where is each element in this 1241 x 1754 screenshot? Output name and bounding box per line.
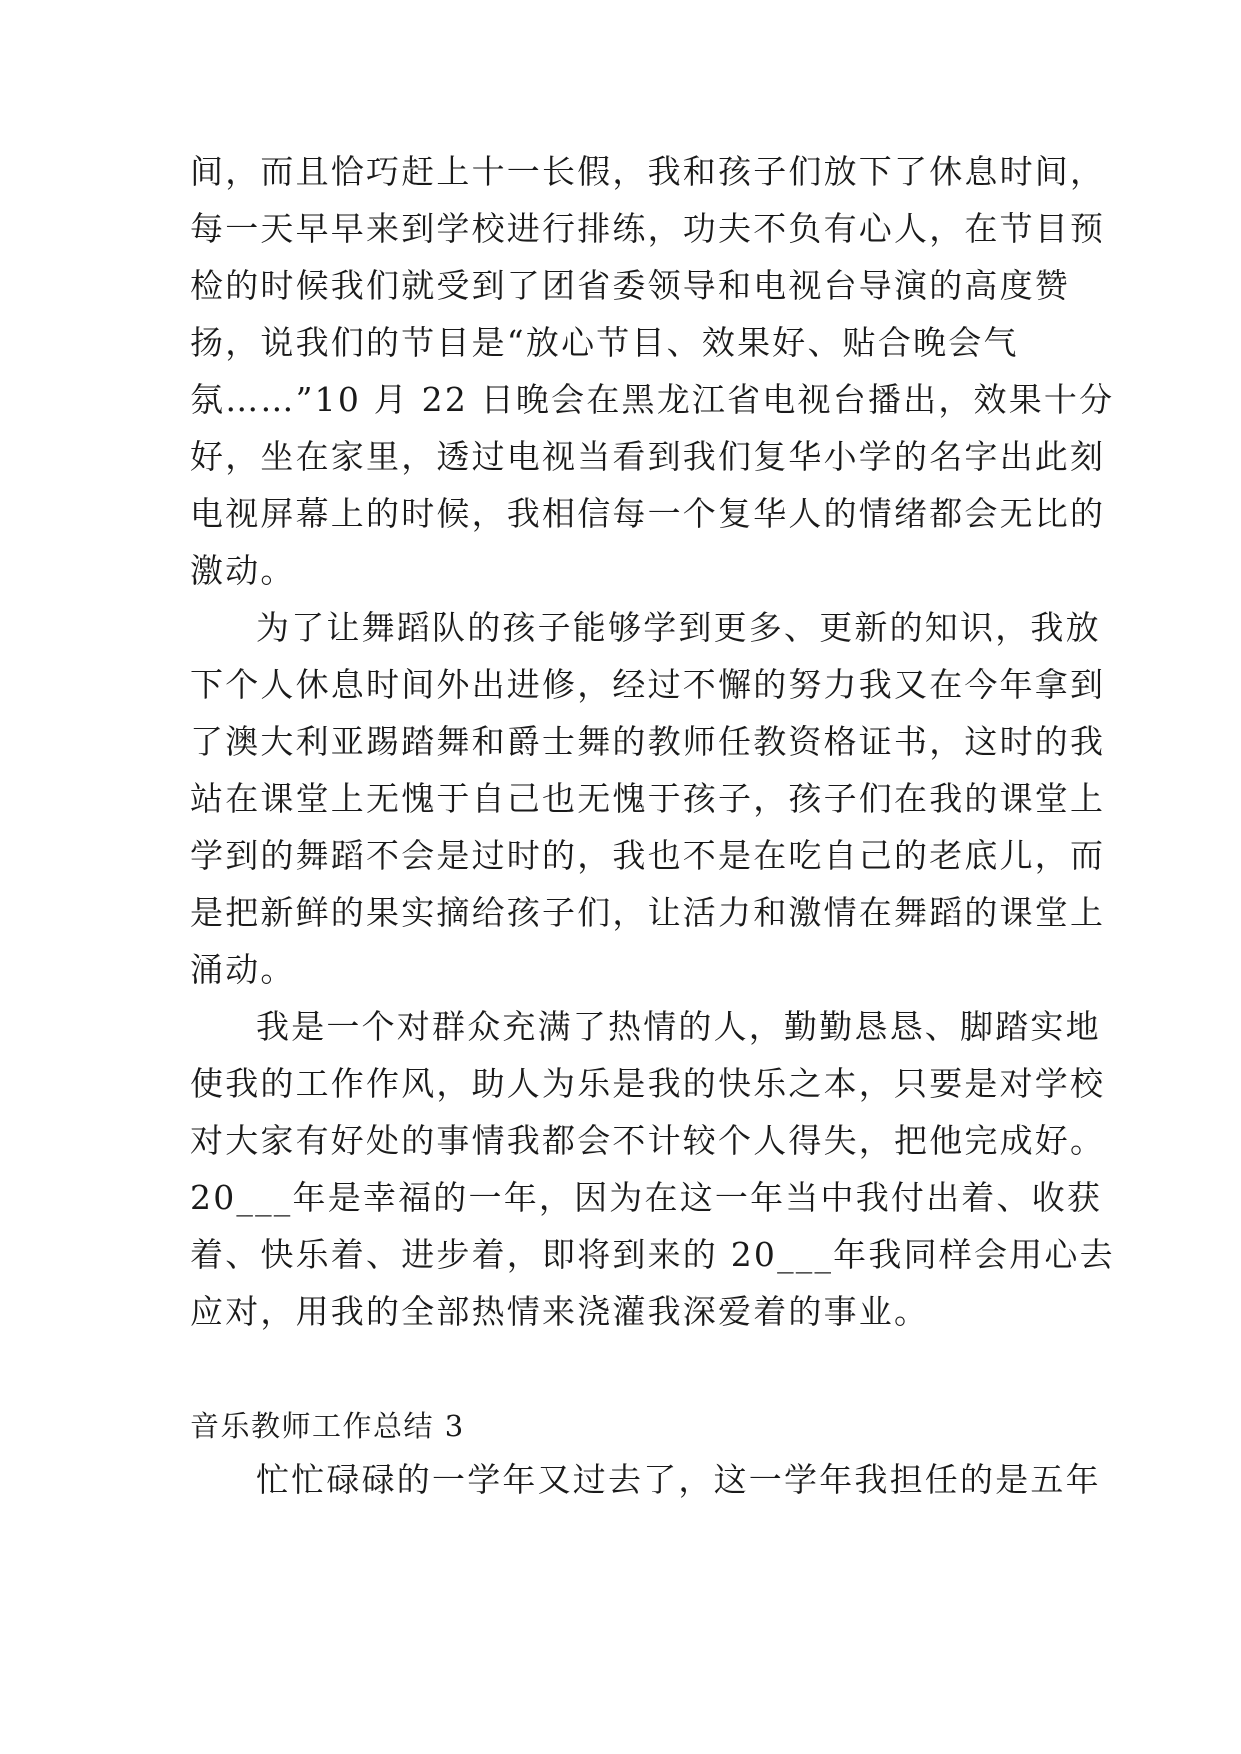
text-line: 忙忙碌碌的一学年又过去了，这一学年我担任的是五年 <box>256 1460 1101 1499</box>
text-line: 涌动。 <box>190 950 296 989</box>
text-line: 激动。 <box>190 551 296 590</box>
text-line: 着、快乐着、进步着，即将到来的 20___年我同样会用心去 <box>190 1235 1115 1274</box>
text-line: 对大家有好处的事情我都会不计较个人得失，把他完成好。 <box>190 1121 1106 1160</box>
text-line: 是把新鲜的果实摘给孩子们，让活力和激情在舞蹈的课堂上 <box>190 893 1106 932</box>
text-line: 电视屏幕上的时候，我相信每一个复华人的情绪都会无比的 <box>190 494 1106 533</box>
text-line: 下个人休息时间外出进修，经过不懈的努力我又在今年拿到 <box>190 665 1106 704</box>
text-line: 检的时候我们就受到了团省委领导和电视台导演的高度赞 <box>190 266 1070 305</box>
section-heading: 音乐教师工作总结 3 <box>190 1409 465 1443</box>
text-line: 氛……”10 月 22 日晚会在黑龙江省电视台播出，效果十分 <box>190 380 1115 419</box>
text-line: 好，坐在家里，透过电视当看到我们复华小学的名字出此刻 <box>190 437 1106 476</box>
text-line: 使我的工作作风，助人为乐是我的快乐之本，只要是对学校 <box>190 1064 1106 1103</box>
text-line: 了澳大利亚踢踏舞和爵士舞的教师任教资格证书，这时的我 <box>190 722 1106 761</box>
text-line: 扬，说我们的节目是“放心节目、效果好、贴合晚会气 <box>190 323 1019 362</box>
text-line: 学到的舞蹈不会是过时的，我也不是在吃自己的老底儿，而 <box>190 836 1106 875</box>
text-line: 间，而且恰巧赶上十一长假，我和孩子们放下了休息时间， <box>190 152 1106 191</box>
text-line: 站在课堂上无愧于自己也无愧于孩子，孩子们在我的课堂上 <box>190 779 1106 818</box>
text-line: 每一天早早来到学校进行排练，功夫不负有心人，在节目预 <box>190 209 1106 248</box>
text-line: 为了让舞蹈队的孩子能够学到更多、更新的知识，我放 <box>256 608 1101 647</box>
text-line: 20___年是幸福的一年，因为在这一年当中我付出着、收获 <box>190 1178 1103 1217</box>
text-line: 应对，用我的全部热情来浇灌我深爱着的事业。 <box>190 1292 930 1331</box>
text-line: 我是一个对群众充满了热情的人，勤勤恳恳、脚踏实地 <box>256 1007 1101 1046</box>
